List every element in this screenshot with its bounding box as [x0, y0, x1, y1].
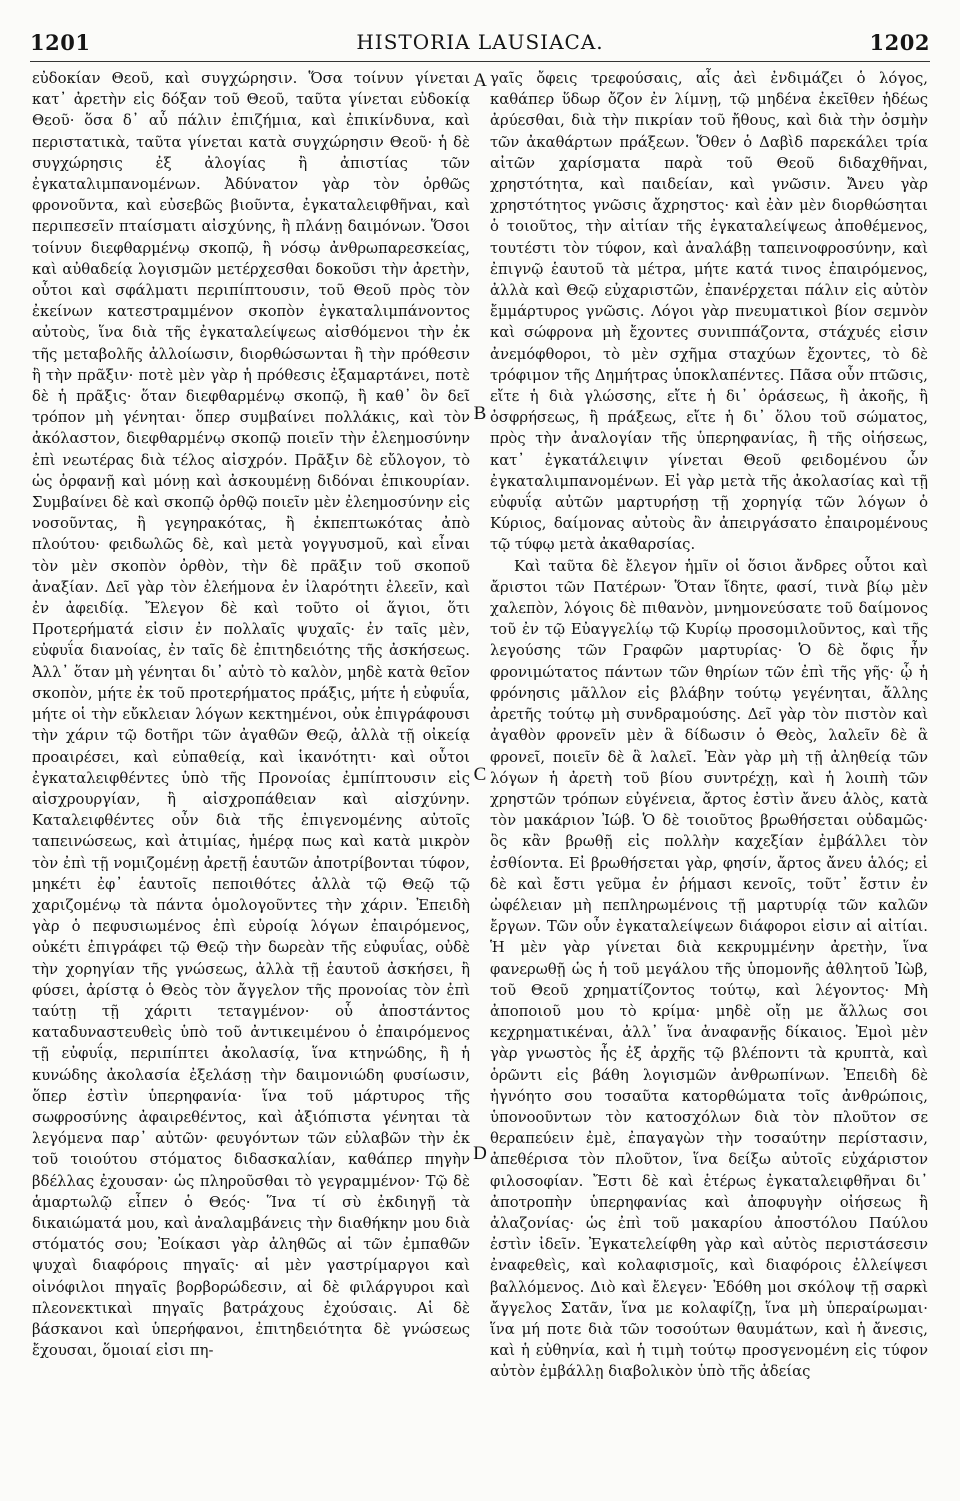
header-rule: [30, 61, 930, 62]
running-title: HISTORIA LAUSIACA.: [356, 30, 604, 54]
right-paragraph: γαῖς ὄφεις τρεφούσαις, αἷς ἀεὶ ἐνδιμάζει ὁ λόγος, καθάπερ ὕδωρ ὄζον ἐν λίμνῃ, τῷ μηδένα ἐκεῖθεν ἡδέως ἀρύεσθαι, διὰ τὴν πικρίαν τοῦ ἤθους, καὶ διὰ τὴν ὀσμὴν τῶν ἀκαθάρτων πράξεων. Ὅθεν ὁ Δαβὶδ παρεκάλει τρία αἰτῶν χαρίσματα παρὰ τοῦ Θεοῦ διδαχθῆναι, χρηστότητα, καὶ παιδείαν, καὶ γνῶσιν. Ἄνευ γὰρ χρηστότητος γνῶσις ἄχρηστος· καὶ ἐὰν μὲν διορθώσηται ὁ τοιοῦτος, τὴν αἰτίαν τῆς ἐγκαταλείψεως ἀποθέμενος, τουτέστι τὸν τύφον, καὶ ἀναλάβῃ ταπεινοφροσύνην, καὶ ἐπιγνῷ ἑαυτοῦ τὰ μέτρα, μήτε κατά τινος ἐπαιρόμενος, ἀλλὰ καὶ Θεῷ εὐχαριστῶν, ἐπανέρχεται πάλιν εἰς αὐτὸν ἔμμάρτυρος γνῶσις. Λόγοι γὰρ πνευματικοὶ βίον σεμνὸν καὶ σώφρονα μὴ ἔχοντες συνιππάζοντα, στάχυές εἰσιν ἀνεμόφθοροι, τὸ μὲν σχῆμα σταχύων ἔχοντες, τὸ δὲ τρόφιμον τῆς Δημήτρας ὑποκλαπέντες. Πᾶσα οὖν πτῶσις, εἴτε ἡ διὰ γλώσσης, εἴτε ἡ δι᾿ ὁράσεως, ἢ ἀκοῆς, ἢ ὀσφρήσεως, ἢ πράξεως, εἴτε ἡ δι᾿ ὅλου τοῦ σώματος, πρὸς τὴν ἀναλογίαν τῆς ὑπερηφανίας, ἢ τῆς οἰήσεως, κατ᾿ ἐγκατάλειψιν γίνεται Θεοῦ φειδομένου ὧν ἐγκαταλιμπανομένων. Εἰ γὰρ μετὰ τῆς ἀκολασίας καὶ τῇ εὐφυΐᾳ αὐτῶν μαρτυρήσῃ τῇ χορηγίᾳ τῶν λόγων ὁ Κύριος, δαίμονας αὐτοὺς ἂν ἀπειργάσατο ἐπαιρομένους τῷ τύφῳ μετὰ ἀκαθαρσίας.: [490, 70, 928, 554]
page-number-left: 1201: [30, 30, 91, 55]
left-column: [32, 68, 470, 1361]
left-paragraph: εὐδοκίαν Θεοῦ, καὶ συγχώρησιν. Ὅσα τοίνυν γίνεται κατ᾿ ἀρετὴν εἰς δόξαν τοῦ Θεοῦ, ταῦτα γίνεται εὐδοκίᾳ Θεοῦ· ὅσα δ᾿ αὖ πάλιν ἐπιζήμια, καὶ ἐπικίνδυνα, καὶ περιστατικὰ, ταῦτα γίνεται κατὰ συγχώρησιν Θεοῦ· ἡ δὲ συγχώρησις ἐξ ἀλογίας ἢ ἀπιστίας τῶν ἐγκαταλιμπανομένων. Ἀδύνατον γὰρ τὸν ὀρθῶς φρονοῦντα, καὶ εὐσεβῶς βιοῦντα, ἐγκαταλειφθῆναι, καὶ περιπεσεῖν πταίσματι αἰσχύνης, ἢ πλάνῃ δαιμόνων. Ὅσοι τοίνυν διεφθαρμένῳ σκοπῷ, ἢ νόσῳ ἀνθρωπαρεσκείας, καὶ αὐθαδείᾳ λογισμῶν μετέρχεσθαι δοκοῦσι τὴν ἀρετὴν, οὗτοι καὶ σφάλματι περιπίπτουσιν, τοῦ Θεοῦ πρὸς τὸν ἐκείνων κατεστραμμένον σκοπὸν ἐγκαταλιμπάνοντος αὐτοὺς, ἵνα διὰ τῆς ἐγκαταλείψεως αἰσθόμενοι τὴν ἐκ τῆς μεταβολῆς ἀλλοίωσιν, διορθώσωνται ἢ τὴν πρόθεσιν ἢ τὴν πρᾶξιν· ποτὲ μὲν γὰρ ἡ πρόθεσις ἐξαμαρτάνει, ποτὲ δὲ ἡ πρᾶξις· ὅταν διεφθαρμένῳ σκοπῷ, ἢ καθ᾿ ὃν δεῖ τρόπον μὴ γένηται· ὅπερ συμβαίνει πολλάκις, καὶ τὸν ἀκόλαστον, διεφθαρμένῳ σκοπῷ ποιεῖν τὴν ἐλεημοσύνην ἐπὶ νεωτέρας διὰ τέλος αἰσχρόν. Πρᾶξιν δὲ εὔλογον, τὸ ὡς ὀρφανῇ καὶ μόνῃ καὶ ἀσκουμένῃ διδόναι ἐπικουρίαν. Συμβαίνει δὲ καὶ σκοπῷ ὀρθῷ ποιεῖν μὲν ἐλεημοσύνην εἰς νοσοῦντας, ἢ γεγηρακότας, ἢ ἐκπεπτωκότας ἀπὸ πλούτου· φειδωλῶς δὲ, καὶ μετὰ γογγυσμοῦ, καὶ εἶναι τὸν μὲν σκοπὸν ὀρθὸν, τὴν δὲ πρᾶξιν τοῦ σκοποῦ ἀναξίαν. Δεῖ γὰρ τὸν ἐλεήμονα ἐν ἱλαρότητι ἐλεεῖν, καὶ ἐν ἀφειδίᾳ. Ἔλεγον δὲ καὶ τοῦτο οἱ ἅγιοι, ὅτι Προτερήματά εἰσιν ἐν πολλαῖς ψυχαῖς· ἐν ταῖς μὲν, εὐφυΐα διανοίας, ἐν ταῖς δὲ ἐπιτηδειότης τῆς ἀσκήσεως. Ἀλλ᾿ ὅταν μὴ γένηται δι᾿ αὐτὸ τὸ καλὸν, μηδὲ κατὰ θεῖον σκοπὸν, μήτε ἐκ τοῦ προτερήματος πράξις, μήτε ἡ εὐφυΐα, μήτε οἱ τὴν εὔκλειαν λόγων κεκτημένοι, οὐκ ἐπιγράφουσι τὴν χάριν τῷ δοτῆρι τῶν ἀγαθῶν Θεῷ, ἀλλὰ τῇ οἰκείᾳ προαιρέσει, καὶ εὐπαθείᾳ, καὶ ἱκανότητι· καὶ οὗτοι ἐγκαταλειφθέντες ὑπὸ τῆς Προνοίας ἐμπίπτουσιν εἰς αἰσχρουργίαν, ἢ αἰσχροπάθειαν καὶ αἰσχύνην. Καταλειφθέντες οὖν διὰ τῆς ἐπιγενομένης αὐτοῖς ταπεινώσεως, καὶ ἀτιμίας, ἡμέρᾳ πως καὶ κατὰ μικρὸν τὸν ἐπὶ τῇ νομιζομένῃ ἀρετῇ ἑαυτῶν ἀποτρίβονται τύφον, μηκέτι ἐφ᾿ ἑαυτοῖς πεποιθότες ἀλλὰ τῷ Θεῷ τῷ χαριζομένῳ τὰ πάντα ὁμολογοῦντες τὴν χάριν. Ἐπειδὴ γὰρ ὁ πεφυσιωμένος ἐπὶ εὐροίᾳ λόγων ἐπαιρόμενος, οὐκέτι ἐπιγράφει τῷ Θεῷ τὴν δωρεὰν τῆς εὐφυΐας, οὐδὲ τὴν χορηγίαν τῆς γνώσεως, ἀλλὰ τῇ ἑαυτοῦ ἀσκήσει, ἢ φύσει, ἀρίστᾳ ὁ Θεὸς τὸν ἄγγελον τῆς προνοίας τὸν ἐπὶ ταύτῃ τῇ χάριτι τεταγμένον· οὗ ἀποστάντος καταδυναστευθεὶς ὑπὸ τοῦ ἀντικειμένου ὁ ἐπαιρόμενος τῇ εὐφυΐᾳ, περιπίπτει ἀκολασίᾳ, ἵνα κτηνώδης, ἢ ἡ κυνώδης ἀκολασία ἐξελάσῃ τὴν δαιμονιώδη φυσίωσιν, ὅπερ ἐστὶν ὑπερηφανία· ἵνα τοῦ μάρτυρος τῆς σωφροσύνης ἀφαιρεθέντος, καὶ ἀξιόπιστα γένηται τὰ λεγόμενα παρ᾿ αὐτῶν· φευγόντων τῶν εὐλαβῶν τὴν ἐκ τοῦ τοιούτου στόματος διδασκαλίαν, καθάπερ πηγὴν βδέλλας ἐχουσαν· ὡς πληροῦσθαι τὸ γεγραμμένον· Τῷ δὲ ἁμαρτωλῷ εἶπεν ὁ Θεός· Ἵνα τί σὺ ἐκδιηγῇ τὰ δικαιώματά μου, καὶ ἀναλαμβάνεις τὴν διαθήκην μου διὰ στόματός σου; Ἐοίκασι γὰρ ἀληθῶς αἱ τῶν ἐμπαθῶν ψυχαὶ διαφόροις πηγαῖς· αἱ μὲν γαστρίμαργοι καὶ οἰνόφιλοι πηγαῖς βορβορώδεσιν, αἱ δὲ φιλάργυροι καὶ πλεονεκτικαὶ πηγαῖς βατράχους ἐχούσαις. Αἱ δὲ βάσκανοι καὶ ὑπερήφανοι, ἐπιτηδειότητα δὲ γνώσεως ἔχουσαι, ὅμοιαί εἰσι πη-: [32, 70, 470, 1360]
section-marker-a: A: [473, 70, 487, 91]
page-header: [30, 30, 930, 60]
section-marker-d: D: [473, 1143, 487, 1164]
section-marker-c: C: [473, 764, 487, 785]
right-column: [490, 68, 928, 1383]
page-number-right: 1202: [869, 30, 930, 55]
section-marker-b: B: [473, 403, 487, 424]
right-paragraph: Καὶ ταῦτα δὲ ἔλεγον ἡμῖν οἱ ὅσιοι ἄνδρες οὗτοι καὶ ἄριστοι τῶν Πατέρων· Ὅταν ἴδητε, φασί, τινὰ βίῳ μὲν χαλεπὸν, λόγοις δὲ πιθανὸν, μνημονεύσατε τοῦ δαίμονος τοῦ ἐν τῷ Εὐαγγελίῳ τῷ Κυρίῳ προσομιλοῦντος, καὶ τῆς λεγούσης τῶν Γραφῶν μαρτυρίας· Ὁ δὲ ὄφις ἦν φρονιμώτατος πάντων τῶν θηρίων τῶν ἐπὶ τῆς γῆς· ᾧ ἡ φρόνησις μᾶλλον εἰς βλάβην τούτῳ γεγένηται, ἄλλης ἀρετῆς τούτῳ μὴ συνδραμούσης. Δεῖ γὰρ τὸν πιστὸν καὶ ἀγαθὸν φρονεῖν μὲν ἃ δίδωσιν ὁ Θεὸς, λαλεῖν δὲ ἃ φρονεῖ, ποιεῖν δὲ ἃ λαλεῖ. Ἐὰν γὰρ μὴ τῇ ἀληθείᾳ τῶν λόγων ἡ ἀρετὴ τοῦ βίου συντρέχῃ, καὶ ἡ λοιπὴ τῶν χρηστῶν τρόπων εὐγένεια, ἄρτος ἐστὶν ἄνευ ἁλὸς, κατὰ τὸν μακάριον Ἰώβ. Ὁ δὲ τοιοῦτος βρωθήσεται οὐδαμῶς· ὃς κἂν βρωθῇ εἰς πολλὴν καχεξίαν ἐμβάλλει τὸν ἐσθίοντα. Εἰ βρωθήσεται γὰρ, φησίν, ἄρτος ἄνευ ἁλός; εἰ δὲ καὶ ἔστι γεῦμα ἐν ῥήμασι κενοῖς, τοῦτ᾿ ἔστιν ἐν ὠφέλειαν μὴ πεπληρωμένοις τῇ μαρτυρίᾳ τῶν καλῶν ἔργων. Τῶν οὖν ἐγκαταλείψεων διάφοροι εἰσιν αἱ αἰτίαι. Ἡ μὲν γὰρ γίνεται διὰ κεκρυμμένην ἀρετὴν, ἵνα φανερωθῇ ὡς ἡ τοῦ μεγάλου τῆς ὑπομονῆς ἀθλητοῦ Ἰὼβ, τοῦ Θεοῦ χρηματίζοντος τούτῳ, καὶ λέγοντος· Μὴ ἀποποιοῦ μου τὸ κρίμα· μηδὲ οἴῃ με ἄλλως σοι κεχρηματικέναι, ἀλλ᾿ ἵνα ἀναφανῇς δίκαιος. Ἐμοὶ μὲν γὰρ γνωστὸς ἧς ἐξ ἀρχῆς τῷ βλέποντι τὰ κρυπτὰ, καὶ ὁρῶντι εἰς βάθη λογισμῶν ἀνθρωπίνων. Ἐπειδὴ δὲ ἠγνόητο σου τοσαῦτα κατορθώματα τοῖς ἀνθρώποις, ὑπονοοῦντων τὸν κατοσχόλων διὰ τὸν πλοῦτον σε θεραπεύειν ἐμὲ, ἐπαγαγὼν τὴν τοσαύτην περίστασιν, ἀπεθέρισα τὸν πλοῦτον, ἵνα δείξω αὐτοῖς εὐχάριστον φιλοσοφίαν. Ἔστι δὲ καὶ ἑτέρως ἐγκαταλειφθῆναι δι᾿ ἀποτροπὴν ὑπερηφανίας καὶ ἀποφυγὴν οἰήσεως ἢ ἀλαζονίας· ὡς ἐπὶ τοῦ μακαρίου ἀποστόλου Παύλου ἐστὶν ἰδεῖν. Ἐγκατελείφθη γὰρ καὶ αὐτὸς περιστάσεσιν ἐναφεθεὶς, καὶ κολαφισμοῖς, καὶ διαφόροις ἐλλείψεσι βαλλόμενος. Διὸ καὶ ἔλεγεν· Ἐδόθη μοι σκόλοψ τῇ σαρκὶ ἄγγελος Σατᾶν, ἵνα με κολαφίζῃ, ἵνα μὴ ὑπεραίρωμαι· ἵνα μή ποτε διὰ τῶν τοσούτων θαυμάτων, καὶ ἡ ἄνεσις, καὶ ἡ εὐθηνία, καὶ ἡ τιμὴ τούτῳ προσγενομένη εἰς τύφον αὐτὸν ἐμβάλλῃ διαβολικὸν ὑπὸ τῆς ἀδείας: [490, 557, 928, 1381]
